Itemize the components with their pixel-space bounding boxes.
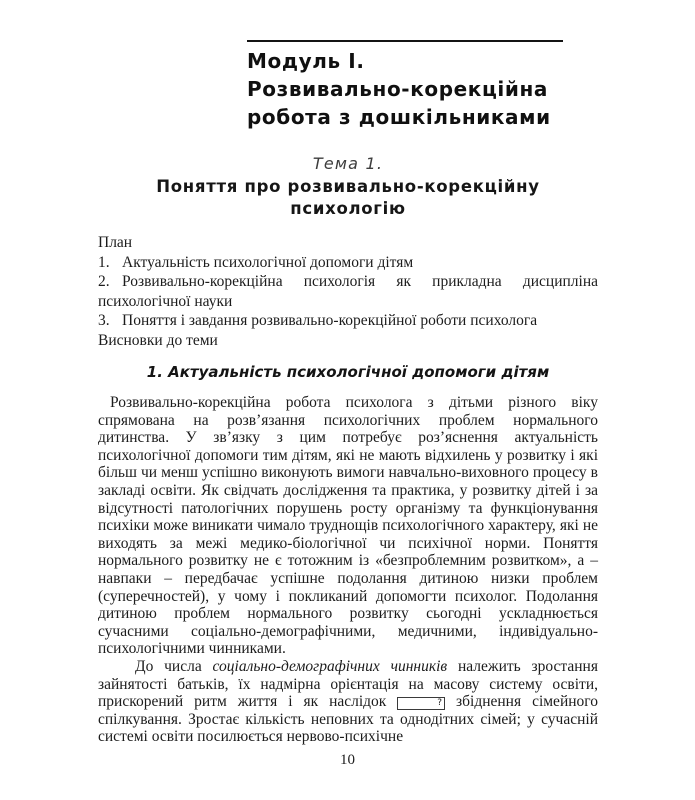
paragraph-1: Розвивально-корекційна робота психолога з дітьми різного віку спрямована на розв’язання психологічних проблем нормального дитинства. У зв’язку з цим потребує роз’яснення актуальність психологічної допомоги тим дітям, які не мають відхилень у розвитку і які більш чи менш успішно виконують вимоги навчально-виховного процесу в закладі освіти. Як свідчать дослідження та практика, у розвитку дітей і за відсутності патологічних порушень росту організму та функціонування психіки може виникати чимало труднощів психологічного характеру, які не виходять за межі медико-біологічної чи психічної норми. Поняття нормального розвитку не є тотожним із «безпроблемним розвитком», а – навпаки – передбачає успішне подолання дитиною низки проблем (суперечностей), у чому і покликаний допомогти психолог. Подолання дитиною проблем нормального розвитку сьогодні ускладнюється сучасними соціально-демографічними, медичними, індивідуально-психологічними чинниками. <box>98 394 598 658</box>
plan-item-1 <box>98 253 598 273</box>
tema-title-line-1: Поняття про розвивально-корекційну <box>156 177 540 196</box>
module-title-line-2: Розвивально-корекційна <box>247 77 548 101</box>
plan-item-3 <box>98 311 598 331</box>
tema-title <box>98 176 598 220</box>
paragraph-2-text-start: До числа <box>135 657 213 675</box>
plan-item-3-text: Поняття і завдання розвивально-корекційної роботи психолога <box>122 312 538 329</box>
plan-label: План <box>98 234 133 251</box>
plan-item-1-text: Актуальність психологічної допомоги дітям <box>122 253 414 271</box>
plan-item-1-number: 1. <box>98 253 110 271</box>
missing-glyph-box: ? <box>397 697 445 710</box>
plan-section <box>98 233 598 350</box>
paragraph-2 <box>98 658 598 746</box>
section-heading: 1. Актуальність психологічної допомоги дітям <box>146 363 550 381</box>
plan-conclusions-line: Висновки до теми <box>98 331 218 349</box>
paragraph-2-text-middle: належить зростання зайнятості батьків, їх надмірна орієнтація на масову систему освіти, прискорений ритм життя і як наслідок <box>98 657 598 711</box>
header-rule <box>247 40 563 42</box>
plan-item-2-text: Розвивально-корекційна психологія як прикладна дисципліна психологічної науки <box>98 273 598 310</box>
module-title-line-1: Модуль І. <box>247 49 365 73</box>
plan-item-3-number: 3. <box>98 312 110 329</box>
paragraph-2-text-end: збіднення сімейного спілкування. Зростає кількість неповних та однодітних сімей; у сучасній системі освіти посилюється нервово-психічне <box>98 693 598 746</box>
module-title-line-3: робота з дошкільниками <box>247 105 551 129</box>
body-text <box>98 394 598 746</box>
paragraph-2-italic-phrase: соціально-демографічних чинників <box>212 657 448 675</box>
page-number: 10 <box>340 752 355 768</box>
module-header <box>247 0 598 131</box>
plan-item-2-number: 2. <box>98 273 110 290</box>
tema-label: Тема 1. <box>312 154 384 173</box>
module-title <box>247 47 598 131</box>
tema-title-line-2: психологію <box>290 199 406 218</box>
plan-item-2 <box>98 272 598 311</box>
